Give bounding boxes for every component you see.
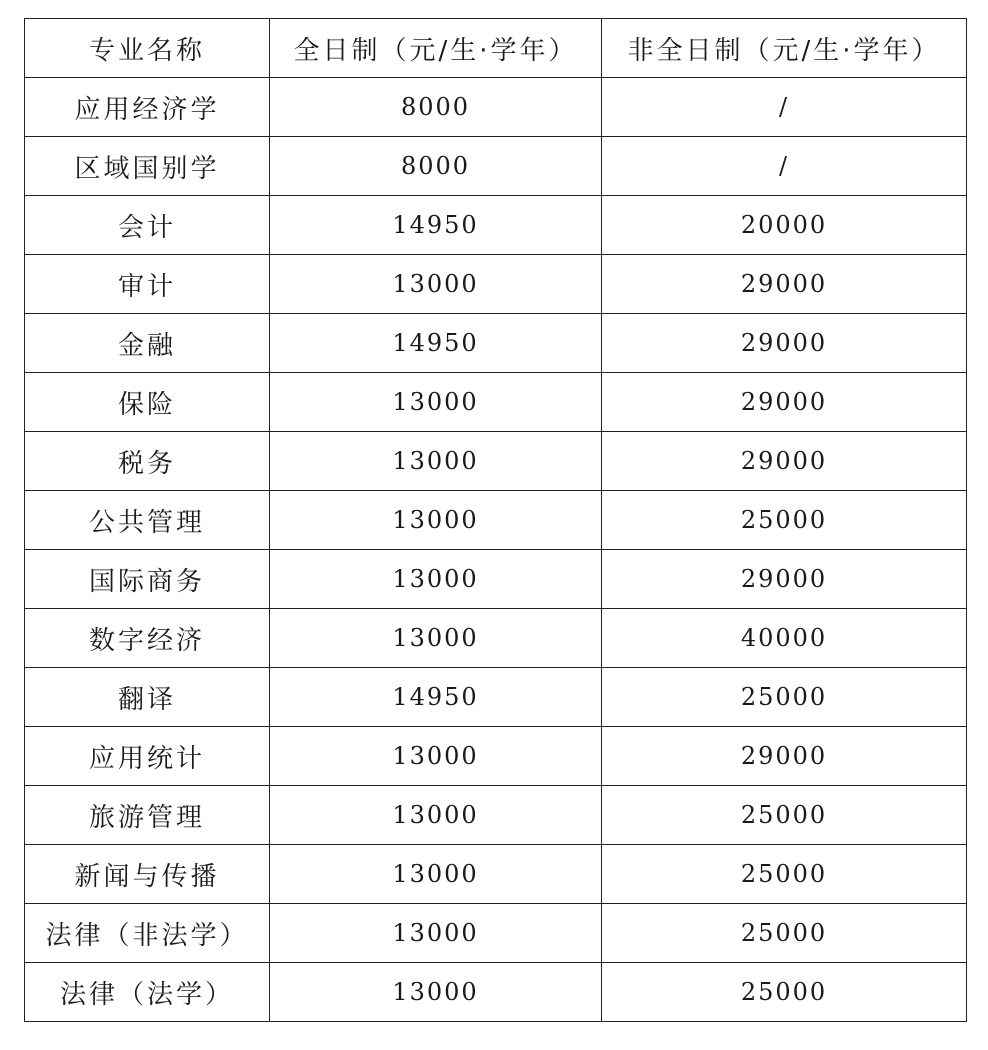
major-name-cell: 应用经济学 xyxy=(25,78,270,137)
table-row xyxy=(25,668,967,727)
major-name-cell: 金融 xyxy=(25,314,270,373)
table-header xyxy=(25,19,967,78)
full-time-fee-cell: 13000 xyxy=(270,786,602,845)
major-name-cell: 法律（非法学） xyxy=(25,904,270,963)
table-row xyxy=(25,786,967,845)
major-name-cell: 新闻与传播 xyxy=(25,845,270,904)
full-time-fee-cell: 13000 xyxy=(270,727,602,786)
major-name-cell: 审计 xyxy=(25,255,270,314)
part-time-fee-cell: 25000 xyxy=(602,904,967,963)
major-name-cell: 旅游管理 xyxy=(25,786,270,845)
table-row xyxy=(25,137,967,196)
full-time-fee-cell: 8000 xyxy=(270,78,602,137)
full-time-fee-cell: 13000 xyxy=(270,491,602,550)
table-row xyxy=(25,255,967,314)
full-time-fee-cell: 8000 xyxy=(270,137,602,196)
table-row xyxy=(25,314,967,373)
part-time-fee-cell: 29000 xyxy=(602,314,967,373)
table-row xyxy=(25,727,967,786)
part-time-fee-cell: 29000 xyxy=(602,255,967,314)
table-row xyxy=(25,78,967,137)
full-time-fee-cell: 13000 xyxy=(270,550,602,609)
major-name-cell: 法律（法学） xyxy=(25,963,270,1022)
full-time-fee-cell: 13000 xyxy=(270,255,602,314)
full-time-fee-cell: 13000 xyxy=(270,432,602,491)
part-time-fee-cell: 40000 xyxy=(602,609,967,668)
major-name-cell: 国际商务 xyxy=(25,550,270,609)
header-full-time-fee: 全日制（元/生·学年） xyxy=(270,19,602,78)
part-time-fee-cell: 29000 xyxy=(602,550,967,609)
table-row xyxy=(25,196,967,255)
full-time-fee-cell: 13000 xyxy=(270,373,602,432)
header-major-name: 专业名称 xyxy=(25,19,270,78)
part-time-fee-cell: 29000 xyxy=(602,727,967,786)
table-row xyxy=(25,963,967,1022)
table-row xyxy=(25,609,967,668)
full-time-fee-cell: 14950 xyxy=(270,196,602,255)
table-row xyxy=(25,373,967,432)
table-row xyxy=(25,904,967,963)
part-time-fee-cell: 25000 xyxy=(602,786,967,845)
major-name-cell: 保险 xyxy=(25,373,270,432)
full-time-fee-cell: 13000 xyxy=(270,963,602,1022)
major-name-cell: 区域国别学 xyxy=(25,137,270,196)
table-row xyxy=(25,550,967,609)
table-row xyxy=(25,491,967,550)
header-row xyxy=(25,19,967,78)
major-name-cell: 公共管理 xyxy=(25,491,270,550)
part-time-fee-cell: 25000 xyxy=(602,845,967,904)
full-time-fee-cell: 13000 xyxy=(270,609,602,668)
table-row xyxy=(25,432,967,491)
tuition-table xyxy=(24,18,967,1022)
part-time-fee-cell: 25000 xyxy=(602,963,967,1022)
major-name-cell: 会计 xyxy=(25,196,270,255)
major-name-cell: 翻译 xyxy=(25,668,270,727)
major-name-cell: 税务 xyxy=(25,432,270,491)
major-name-cell: 数字经济 xyxy=(25,609,270,668)
header-part-time-fee: 非全日制（元/生·学年） xyxy=(602,19,967,78)
part-time-fee-cell: / xyxy=(602,78,967,137)
full-time-fee-cell: 14950 xyxy=(270,314,602,373)
part-time-fee-cell: 20000 xyxy=(602,196,967,255)
table-body xyxy=(25,78,967,1022)
table-row xyxy=(25,845,967,904)
part-time-fee-cell: 25000 xyxy=(602,668,967,727)
part-time-fee-cell: / xyxy=(602,137,967,196)
full-time-fee-cell: 13000 xyxy=(270,904,602,963)
part-time-fee-cell: 25000 xyxy=(602,491,967,550)
full-time-fee-cell: 13000 xyxy=(270,845,602,904)
full-time-fee-cell: 14950 xyxy=(270,668,602,727)
major-name-cell: 应用统计 xyxy=(25,727,270,786)
part-time-fee-cell: 29000 xyxy=(602,373,967,432)
part-time-fee-cell: 29000 xyxy=(602,432,967,491)
